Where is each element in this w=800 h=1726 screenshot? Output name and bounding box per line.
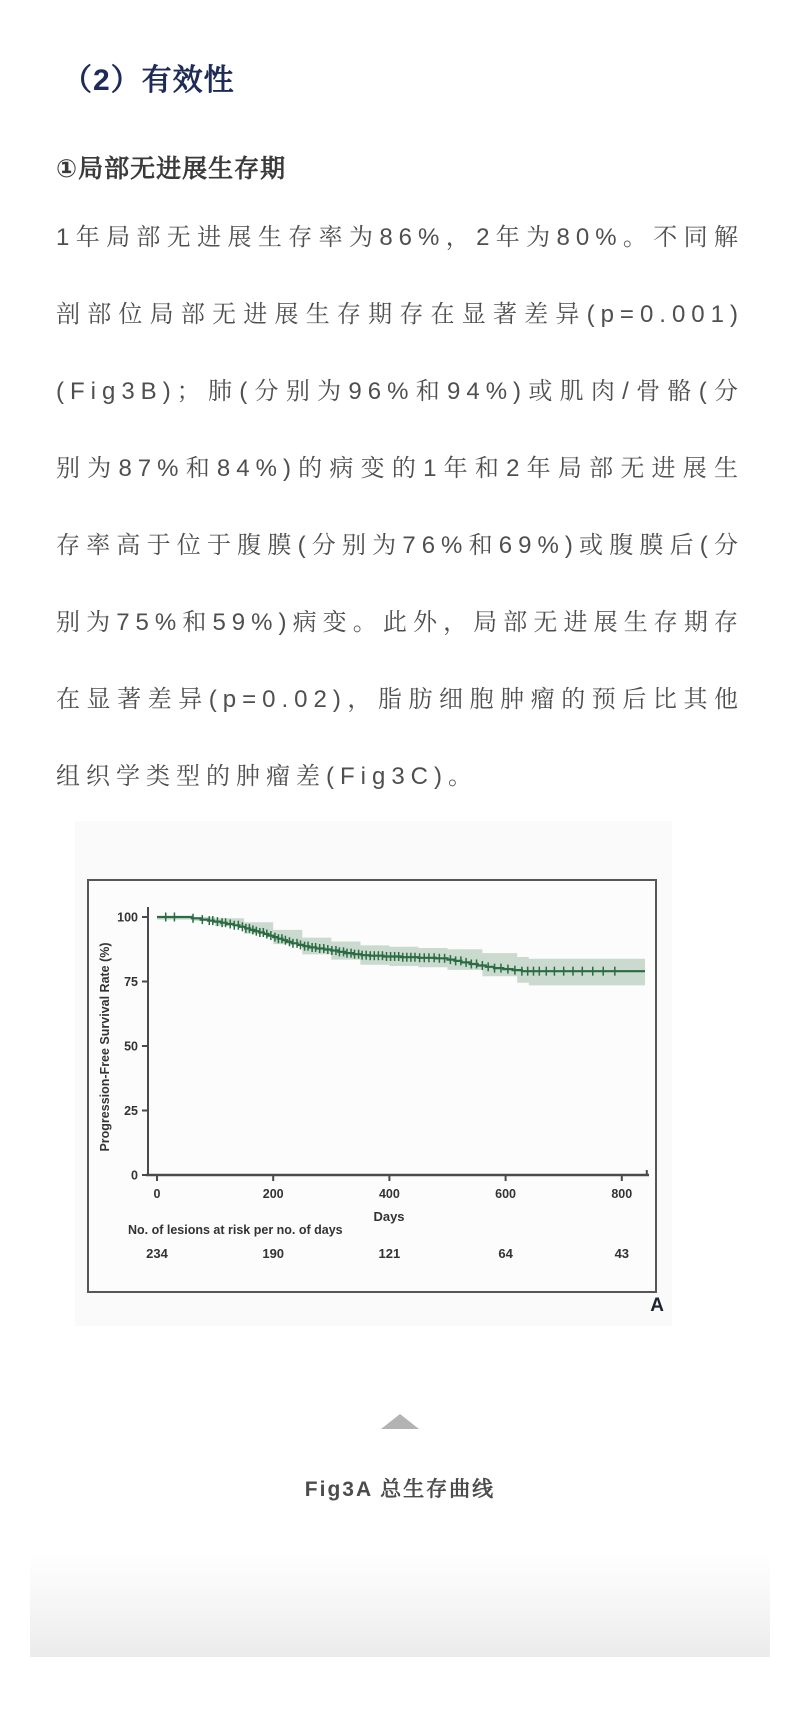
collapse-triangle-icon[interactable]	[381, 1414, 419, 1429]
svg-text:25: 25	[124, 1104, 138, 1118]
body-paragraph: 1年局部无进展生存率为86%，2年为80%。不同解剖部位局部无进展生存期存在显著差异(p=0.001)(Fig3B)；肺(分别为96%和94%)或肌肉/骨骼(分别为87%和84%)的病变的1年和2年局部无进展生存率高于位于腹膜(分别为76%和69%)或腹膜后(分别为75%和59%)病变。此外，局部无进展生存期存在显著差异(p=0.02)，脂肪细胞肿瘤的预后比其他组织学类型的肿瘤差(Fig3C)。	[56, 224, 744, 790]
km-chart	[87, 879, 657, 1293]
svg-text:Progression-Free Survival Rate: Progression-Free Survival Rate (%)	[98, 942, 112, 1152]
figure-caption: Fig3A 总生存曲线	[304, 1478, 496, 1501]
svg-text:50: 50	[124, 1039, 138, 1054]
svg-text:400: 400	[378, 1187, 400, 1201]
svg-text:75: 75	[124, 975, 138, 989]
svg-text:0: 0	[153, 1187, 161, 1201]
svg-text:43: 43	[614, 1246, 630, 1261]
km-survival-plot	[89, 881, 655, 1291]
svg-text:0: 0	[131, 1168, 138, 1183]
svg-text:121: 121	[378, 1246, 401, 1261]
sub-heading: ①局部无进展生存期	[56, 155, 287, 183]
km-figure-image[interactable]	[75, 821, 672, 1326]
svg-text:100: 100	[117, 910, 138, 925]
svg-text:800: 800	[611, 1187, 633, 1201]
svg-text:200: 200	[262, 1187, 284, 1201]
section-heading: （2）有效性	[62, 64, 235, 97]
svg-text:600: 600	[495, 1187, 517, 1201]
panel-label: A	[650, 1295, 664, 1316]
article-body	[0, 55, 800, 815]
next-section-preview	[30, 1552, 770, 1657]
svg-text:Days: Days	[373, 1209, 405, 1224]
svg-text:No. of lesions at risk per no.: No. of lesions at risk per no. of days	[128, 1223, 343, 1237]
svg-text:190: 190	[262, 1246, 285, 1261]
svg-text:64: 64	[498, 1246, 513, 1261]
svg-text:234: 234	[146, 1246, 168, 1261]
